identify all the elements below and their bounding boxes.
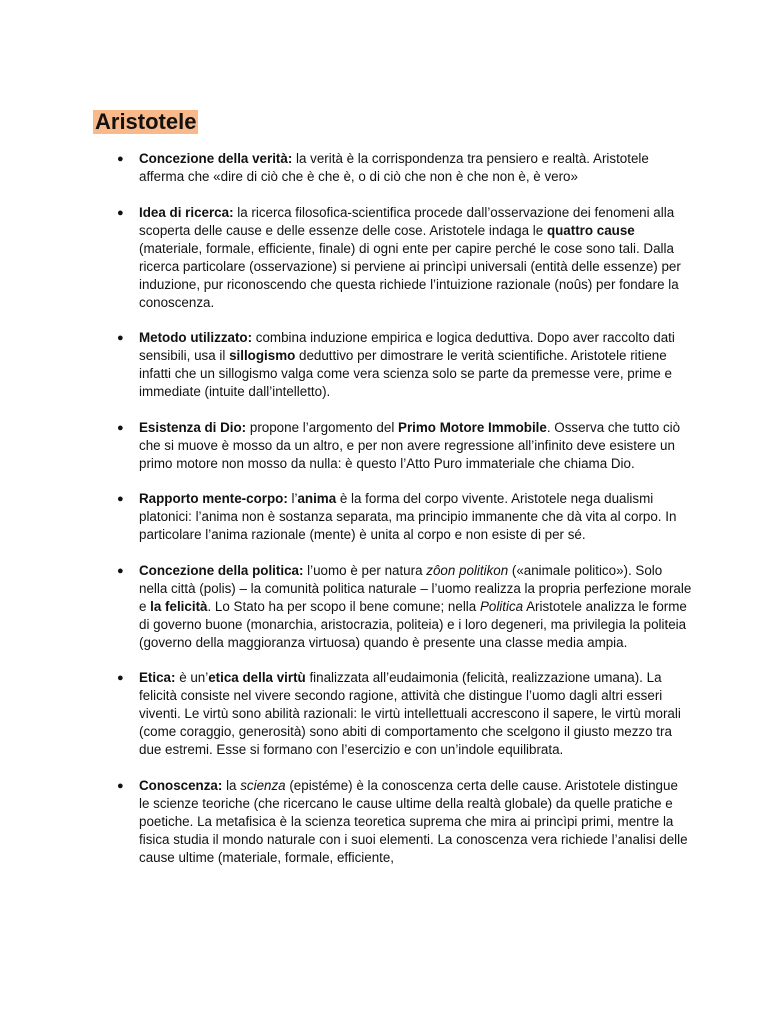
body-text: la (222, 777, 241, 793)
italic-text: scienza (240, 777, 286, 793)
body-text: . Osserva che tutto ciò che si muove è mosso da un altro, e per non avere regressione all’infinito deve esistere un primo motore non mosso da nulla: è questo l’Atto Puro immateriale che chiama Dio. (139, 419, 681, 471)
bullet-icon: ● (117, 672, 124, 684)
bold-text: sillogismo (229, 348, 296, 363)
bullet-icon: ● (117, 421, 124, 434)
bold-text: Etica: (139, 670, 176, 685)
italic-text: Politica (479, 598, 524, 614)
list-item (117, 490, 692, 544)
bold-text: Concezione della verità: (139, 151, 293, 166)
bold-text: Idea di ricerca: (139, 204, 234, 220)
body-text: deduttivo per dimostrare le verità scientifiche. Aristotele ritiene infatti che un sillogismo valga come vera scienza solo se parte da premesse vere, prime e immediate (intuite dall’intelletto). (139, 348, 672, 399)
list-item (117, 150, 692, 186)
bold-text: la felicità (150, 598, 208, 614)
body-text: la verità è la corrispondenza tra pensiero e realtà. Aristotele afferma che «dire di ciò che è che è, o di ciò che non è che non è, è vero» (139, 151, 649, 184)
body-text: è un’ (175, 670, 209, 685)
bold-text: Concezione della politica: (139, 562, 304, 578)
bullet-icon: ● (117, 153, 124, 165)
body-text: l’uomo è per natura (303, 562, 427, 578)
bold-text: etica della virtù (208, 670, 306, 685)
page-title: Aristotele (95, 109, 197, 134)
bullet-icon: ● (117, 564, 124, 577)
body-text: (materiale, formale, efficiente, finale) di ogni ente per capire perché le cose sono tali. Dalla ricerca particolare (osservazione) si perviene ai princìpi universali (entità delle essenze) per induzione, pur riconoscendo che questa richiede l’intuizione razionale (noûs) per fondare la conoscenza. (139, 240, 681, 310)
bold-text: Metodo utilizzato: (139, 330, 253, 345)
bullet-icon: ● (117, 332, 124, 344)
body-text: Aristotele analizza le forme di governo buone (monarchia, aristocrazia, politeia) e i loro degeneri, ma privilegia la politeia (governo della maggioranza virtuosa) quando è presente una classe media ampia. (139, 598, 687, 650)
list-item (117, 669, 692, 759)
body-text: propone l’argomento del (246, 419, 399, 435)
bold-text: anima (297, 491, 337, 506)
bullet-icon: ● (117, 493, 124, 505)
body-text: è la forma del corpo vivente. Aristotele nega dualismi platonici: l’anima non è sostanza separata, ma principio immanente che dà vita al corpo. In particolare l’anima razionale (mente) è unita al corpo e non esiste di per sé. (139, 491, 677, 542)
list-item (117, 329, 692, 401)
body-text: finalizzata all’eudaimonia (felicità, realizzazione umana). La felicità consiste nel vivere secondo ragione, attività che distingue l’uomo dagli altri esseri viventi. Le virtù sono abilità razionali: le virtù intellettuali accrescono il sapere, le virtù morali (come coraggio, generosità) sono abiti di comportamento che scelgono il giusto mezzo tra due estremi. Esse si formano con l’esercizio e con un’indole equilibrata. (139, 670, 681, 757)
body-text: («animale politico»). Solo nella città (polis) – la comunità politica naturale – l’uomo realizza la propria perfezione morale e (139, 562, 692, 614)
body-text: . Lo Stato ha per scopo il bene comune; nella (207, 598, 480, 614)
body-text: l’ (287, 491, 298, 506)
body-text: combina induzione empirica e logica deduttiva. Dopo aver raccolto dati sensibili, usa il (139, 330, 675, 363)
list-item (117, 204, 692, 312)
bold-text: Primo Motore Immobile (398, 419, 547, 435)
body-text: (epistéme) è la conoscenza certa delle cause. Aristotele distingue le scienze teoriche (che ricercano le cause ultime della realtà globale) da quelle pratiche e poetiche. La metafisica è la scienza teoretica suprema che mira ai princìpi primi, mentre la fisica studia il mondo naturale con i suoi elementi. La conoscenza vera richiede l’analisi delle cause ultime (materiale, formale, efficiente, (139, 777, 688, 865)
body-text: la ricerca filosofica-scientifica procede dall’osservazione dei fenomeni alla scoperta delle cause e delle essenze delle cose. Aristotele indaga le (139, 204, 675, 238)
list-item (117, 562, 692, 652)
list-item (117, 419, 692, 473)
bullet-icon: ● (117, 206, 124, 219)
bullet-icon: ● (117, 779, 124, 792)
italic-text: zôon politikon (426, 562, 509, 578)
bullet-list (117, 150, 692, 867)
list-item (117, 777, 692, 867)
bold-text: quattro cause (546, 222, 635, 238)
bold-text: Esistenza di Dio: (139, 419, 247, 435)
bold-text: Rapporto mente-corpo: (139, 491, 288, 506)
bold-text: Conoscenza: (139, 777, 223, 793)
